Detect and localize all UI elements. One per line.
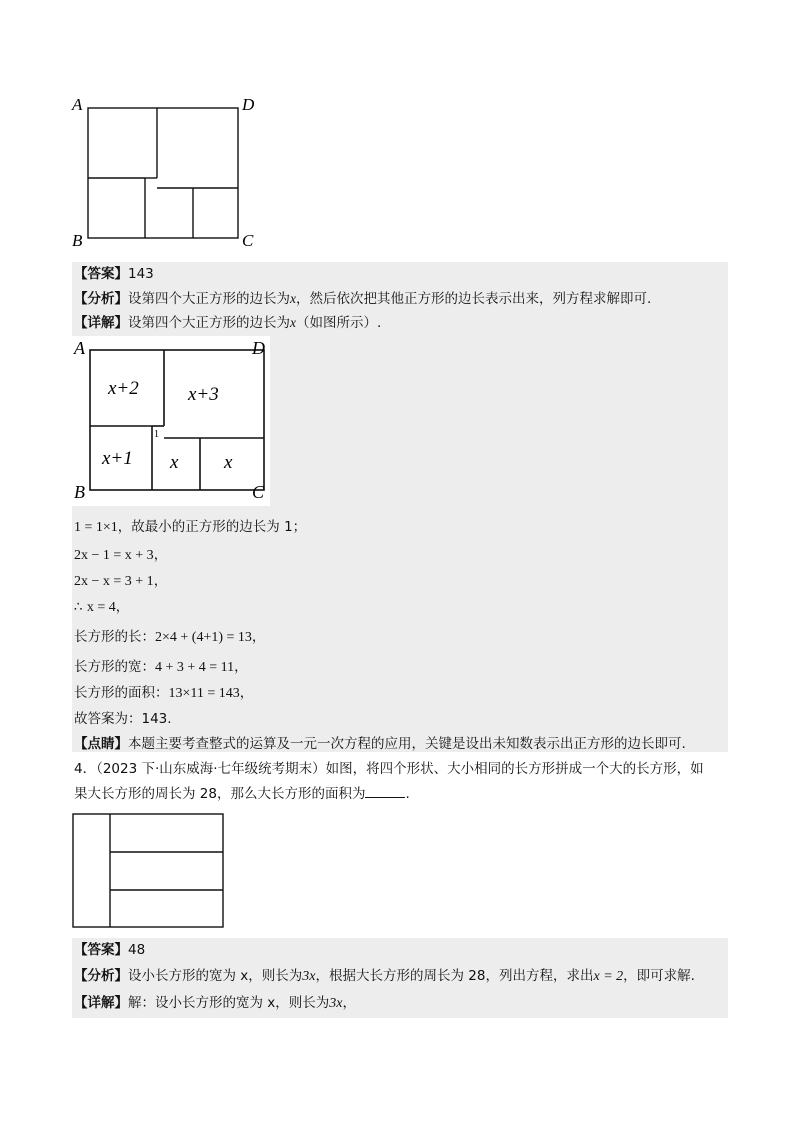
q3-step-4 bbox=[74, 598, 129, 617]
analysis-text-2: ，然后依次把其他正方形的边长表示出来，列方程求解即可. bbox=[296, 291, 652, 307]
detail-text-2: （如图所示）. bbox=[296, 315, 382, 331]
step-prefix: 故答案为：143. bbox=[74, 711, 172, 727]
step-text: ， bbox=[234, 659, 248, 675]
q3-step-8 bbox=[74, 710, 172, 728]
square-label-bottom-left: x+1 bbox=[102, 448, 133, 469]
step-math: x = 4 bbox=[86, 600, 116, 615]
q3-step-1 bbox=[74, 518, 306, 537]
vertex-label-a: A bbox=[72, 95, 83, 114]
vertex-label-b: B bbox=[72, 231, 83, 250]
vertex-label-a: A bbox=[74, 338, 85, 358]
vertex-label-c: C bbox=[252, 482, 265, 502]
step-math: 2x − 1 = x + 3 bbox=[74, 548, 154, 563]
step-prefix: 长方形的长： bbox=[74, 629, 155, 645]
step-prefix: 长方形的宽： bbox=[74, 659, 155, 675]
figure-four-rectangles bbox=[72, 812, 226, 930]
step-math: 1 = 1×1 bbox=[74, 520, 118, 535]
question-stem-end: . bbox=[405, 786, 410, 802]
detail-tag: 【详解】 bbox=[74, 315, 128, 331]
q3-step-6 bbox=[74, 658, 248, 677]
q3-comment bbox=[74, 735, 686, 753]
step-text: ， bbox=[115, 599, 130, 615]
q3-step-2 bbox=[74, 546, 167, 565]
q4-stem-line-2 bbox=[74, 785, 410, 803]
square-label-top-right: x+3 bbox=[188, 384, 219, 405]
detail-math: 3x bbox=[329, 996, 343, 1011]
vertex-label-d: D bbox=[242, 95, 255, 114]
detail-var: x bbox=[290, 315, 296, 330]
square-label-right: x bbox=[224, 452, 233, 473]
step-text: ， bbox=[239, 685, 254, 701]
analysis-tag: 【分析】 bbox=[74, 291, 128, 307]
step-math: 4 + 3 + 4 = 11 bbox=[155, 660, 235, 675]
question-stem-2: 果大长方形的周长为 28，那么大长方形的面积为 bbox=[74, 786, 366, 802]
q3-answer bbox=[74, 265, 154, 283]
comment-text: 本题主要考查整式的运算及一元一次方程的应用，关键是设出未知数表示出正方形的边长即可. bbox=[128, 736, 686, 752]
question-stem: 如图，将四个形状、大小相同的长方形拼成一个大的长方形，如 bbox=[325, 761, 704, 777]
detail-text-2: ， bbox=[342, 995, 356, 1011]
vertex-label-b: B bbox=[74, 482, 85, 502]
step-math: 13×11 = 143 bbox=[168, 686, 240, 701]
step-math: 2×4 + (4+1) = 13 bbox=[155, 630, 252, 645]
analysis-text-2: ，根据大长方形的周长为 28，列出方程，求出 bbox=[315, 968, 594, 984]
q3-step-3 bbox=[74, 572, 167, 591]
answer-blank bbox=[365, 785, 405, 798]
figure-squares-labeled bbox=[72, 336, 270, 506]
step-prefix: ∴ bbox=[74, 599, 87, 615]
figure-squares-unlabeled bbox=[70, 94, 270, 250]
answer-tag: 【答案】 bbox=[74, 942, 128, 958]
answer-value: 48 bbox=[128, 942, 146, 958]
detail-tag: 【详解】 bbox=[74, 995, 128, 1011]
answer-tag: 【答案】 bbox=[74, 266, 128, 282]
q4-stem-line-1 bbox=[74, 760, 704, 778]
q3-step-5 bbox=[74, 628, 265, 647]
vertex-label-d: D bbox=[252, 338, 265, 358]
step-math: 2x − x = 3 + 1 bbox=[74, 574, 154, 589]
square-label-smallest: 1 bbox=[154, 429, 159, 440]
analysis-math-2: x = 2 bbox=[593, 969, 624, 984]
q3-detail bbox=[74, 314, 381, 332]
comment-tag: 【点睛】 bbox=[74, 736, 128, 752]
analysis-var: x bbox=[290, 291, 296, 306]
q4-analysis bbox=[74, 967, 695, 986]
q4-answer bbox=[74, 941, 145, 959]
q3-step-7 bbox=[74, 684, 253, 703]
q4-detail bbox=[74, 994, 356, 1013]
analysis-text: 设小长方形的宽为 x，则长为 bbox=[128, 968, 303, 984]
square-label-top-left: x+2 bbox=[108, 378, 139, 399]
analysis-text-3: ，即可求解. bbox=[623, 968, 695, 984]
analysis-math-1: 3x bbox=[302, 969, 316, 984]
detail-text: 设第四个大正方形的边长为 bbox=[128, 315, 290, 331]
analysis-tag: 【分析】 bbox=[74, 968, 128, 984]
step-prefix: 长方形的面积： bbox=[74, 685, 169, 701]
step-text: ， bbox=[153, 547, 168, 563]
vertex-label-c: C bbox=[242, 231, 254, 250]
question-source: （2023 下·山东威海·七年级统考期末） bbox=[96, 761, 326, 777]
detail-text: 解：设小长方形的宽为 x，则长为 bbox=[128, 995, 330, 1011]
step-text: ， bbox=[251, 629, 266, 645]
square-label-middle: x bbox=[170, 452, 179, 473]
question-number: 4． bbox=[74, 761, 97, 777]
step-text: ， bbox=[153, 573, 168, 589]
analysis-text: 设第四个大正方形的边长为 bbox=[128, 291, 290, 307]
q3-analysis bbox=[74, 290, 651, 308]
answer-value: 143 bbox=[128, 266, 154, 282]
step-text: ，故最小的正方形的边长为 1； bbox=[117, 519, 307, 535]
